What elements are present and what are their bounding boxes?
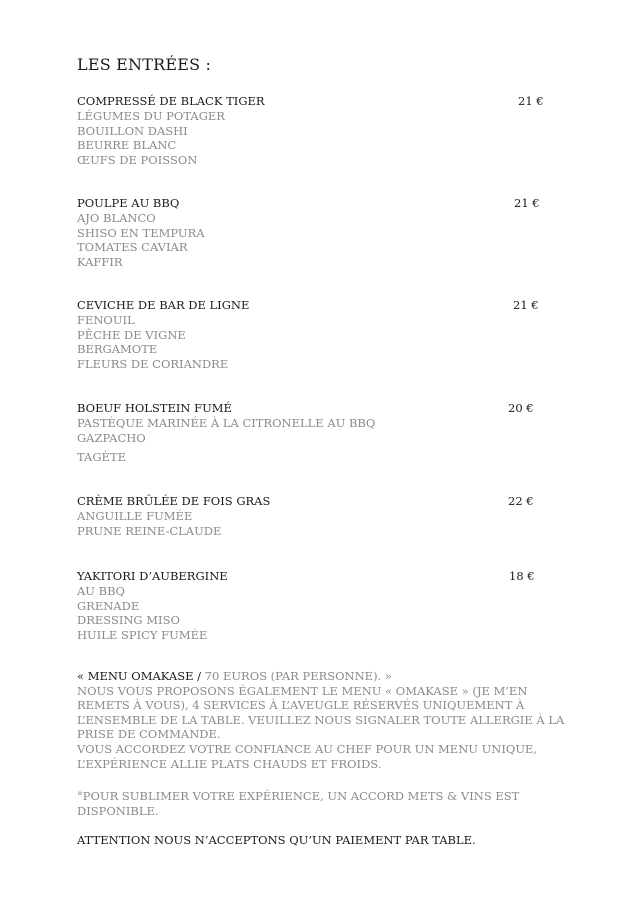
- dish-name: POULPE AU BBQ: [77, 196, 180, 210]
- ingredient: BOUILLON DASHI: [77, 123, 188, 138]
- dish-name: COMPRESSÉ DE BLACK TIGER: [77, 94, 265, 108]
- ingredient: GRENADE: [77, 598, 140, 613]
- ingredient: AU BBQ: [77, 584, 125, 598]
- ingredient: DRESSING MISO: [77, 613, 180, 628]
- dish-item: [77, 196, 557, 269]
- omakase-title: « MENU OMAKASE /: [77, 669, 205, 683]
- ingredient: KAFFIR: [77, 254, 123, 269]
- dish-item: [77, 94, 557, 167]
- ingredient: PÊCHE DE VIGNE: [77, 327, 186, 342]
- ingredient-list: [77, 313, 557, 371]
- pairing-note: °POUR SUBLIMER VOTRE EXPÉRIENCE, UN ACCORD METS & VINS EST DISPONIBLE.: [77, 789, 520, 818]
- ingredient-list: [77, 211, 557, 269]
- dish-price: 21 €: [514, 196, 540, 210]
- ingredient: TAGÈTE: [77, 450, 126, 465]
- section-heading: LES ENTRÉES :: [77, 55, 212, 74]
- omakase-block: [77, 669, 567, 771]
- ingredient: PASTÈQUE MARINÉE À LA CITRONELLE AU BBQ: [77, 416, 376, 430]
- ingredient: AJO BLANCO: [77, 211, 156, 225]
- ingredient: GAZPACHO: [77, 430, 146, 445]
- ingredient-list: [77, 584, 557, 642]
- dish-name: CEVICHE DE BAR DE LIGNE: [77, 298, 250, 312]
- dish-item: [77, 569, 557, 642]
- ingredient: ŒUFS DE POISSON: [77, 152, 198, 167]
- ingredient: SHISO EN TEMPURA: [77, 225, 205, 240]
- ingredient-list: [77, 109, 557, 167]
- dish-price: 18 €: [509, 569, 535, 583]
- dish-price: 22 €: [508, 494, 534, 508]
- ingredient-list: [77, 509, 557, 538]
- omakase-price: 70 EUROS (PAR PERSONNE). »: [204, 669, 392, 683]
- dish-price: 20 €: [508, 401, 534, 415]
- ingredient-list: [77, 416, 557, 465]
- dish-name: YAKITORI D’AUBERGINE: [77, 569, 228, 583]
- ingredient: FENOUIL: [77, 313, 135, 327]
- payment-note: ATTENTION NOUS N’ACCEPTONS QU’UN PAIEMENT PAR TABLE.: [77, 833, 476, 847]
- dish-item: [77, 401, 557, 465]
- dish-price: 21 €: [518, 94, 544, 108]
- omakase-chef-note: VOUS ACCORDEZ VOTRE CONFIANCE AU CHEF POUR UN MENU UNIQUE, L’EXPÉRIENCE ALLIE PLATS CHAUDS ET FROIDS.: [77, 741, 538, 771]
- ingredient: PRUNE REINE-CLAUDE: [77, 523, 222, 538]
- dish-item: [77, 298, 557, 371]
- ingredient: LÉGUMES DU POTAGER: [77, 109, 225, 123]
- ingredient: BERGAMOTE: [77, 342, 158, 357]
- ingredient: ANGUILLE FUMÉE: [77, 509, 193, 523]
- ingredient: TOMATES CAVIAR: [77, 240, 188, 255]
- ingredient: HUILE SPICY FUMÉE: [77, 627, 208, 642]
- ingredient: BEURRE BLANC: [77, 138, 177, 153]
- dish-item: [77, 494, 557, 538]
- dish-name: CRÈME BRÛLÉE DE FOIS GRAS: [77, 494, 271, 508]
- omakase-heading: [77, 669, 567, 684]
- dish-name: BOEUF HOLSTEIN FUMÉ: [77, 401, 232, 415]
- ingredient: FLEURS DE CORIANDRE: [77, 356, 229, 371]
- dish-price: 21 €: [513, 298, 539, 312]
- omakase-description: NOUS VOUS PROPOSONS ÉGALEMENT LE MENU « OMAKASE » (JE M’EN REMETS À VOUS), 4 SERVICES À L’AVEUGLE RÉSERVÉS UNIQUEMENT À L’ENSEMBLE DE LA TABLE. VEUILLEZ NOUS SIGNALER TOUTE ALLERGIE À LA PRISE DE COMMANDE.: [77, 683, 565, 742]
